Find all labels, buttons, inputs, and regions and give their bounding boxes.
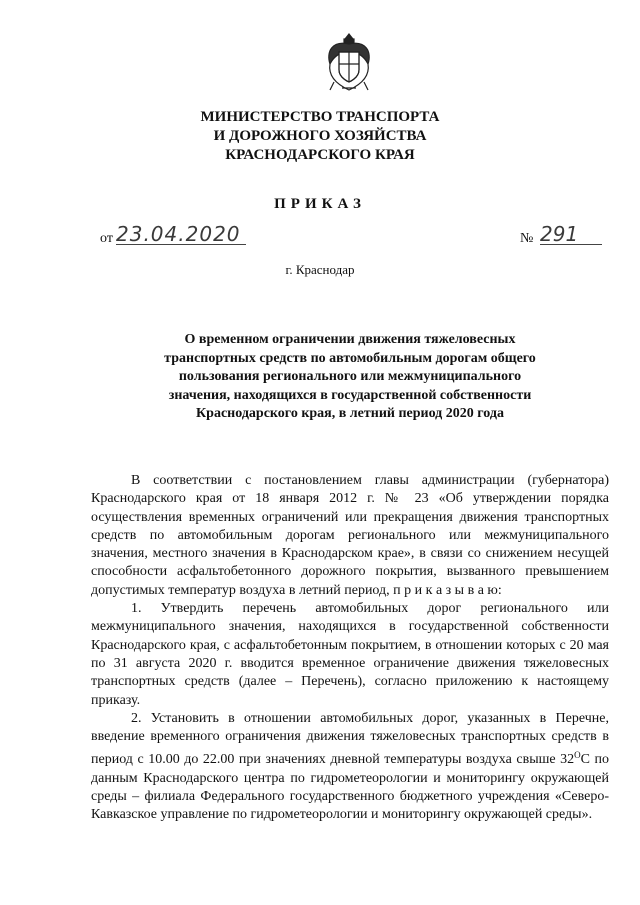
city: г. Краснодар [285,262,355,277]
subject-line-3: пользования регионального или межмуниципального [178,369,522,384]
number-prefix: № [520,231,534,246]
subject-line-1: О временном ограничении движения тяжеловесных [184,332,516,347]
item-2-text-start: 2. Установить в отношении автомобильных дорог, указанных в Перечне, введение временного ограничения движения тяжеловесных транспортных средств в период с 10.00 до 22.00 при значениях дневной температуры воздуха свыше 32 [91,710,609,768]
subject-line-4: значения, находящихся в государственной собственности [168,387,532,403]
date-prefix: от [100,231,113,246]
subject-line-5: Краснодарского края, в летний период 2020 года [196,406,504,421]
order-number: 291 [540,222,602,245]
ministry-line-2: И ДОРОЖНОГО ХОЗЯЙСТВА [213,128,427,144]
degree-superscript: О [574,750,581,761]
item-2-paragraph [91,710,609,825]
ministry-name [0,108,640,165]
preamble-paragraph: В соответствии с постановлением главы администрации (губернатора) Краснодарского края от 18 января 2012 г. № 23 «Об утверждении порядка осуществления временных ограничений или прекращения движения транспортных средств по автомобильным дорогам регионального или межмуниципального значения, местного значения в Краснодарском крае», в связи со снижением несущей способности асфальтобетонного дорожного покрытия, вызванного превышением допустимых температур воздуха в летний период, п р и к а з ы в а ю: [91,473,609,598]
item-1-paragraph: 1. Утвердить перечень автомобильных дорог регионального или межмуниципального значения, находящихся в государственной собственности Краснодарского края, с асфальтобетонным покрытием, в отношении которых с 20 мая по 31 августа 2020 г. вводится временное ограничение движения тяжеловесных транспортных средств (далее – Перечень), согласно приложению к настоящему приказу. [91,601,609,708]
order-title: ПРИКАЗ [274,196,366,212]
order-body [91,472,609,825]
coat-of-arms-icon [322,30,376,94]
ministry-line-1: МИНИСТЕРСТВО ТРАНСПОРТА [200,109,440,125]
order-date: 23.04.2020 [116,222,246,245]
ministry-line-3: КРАСНОДАРСКОГО КРАЯ [225,147,415,163]
date-number-row [100,222,620,252]
subject-line-2: транспортных средств по автомобильным дорогам общего [164,350,536,366]
order-subject [100,331,600,424]
item-2-text-end: С по данным Краснодарского центра по гидрометеорологии и мониторингу окружающей среды – филиала Федерального государственного бюджетного учреждения «Северо-Кавказское управление по гидрометеорологии и мониторингу окружающей среды». [91,752,609,823]
